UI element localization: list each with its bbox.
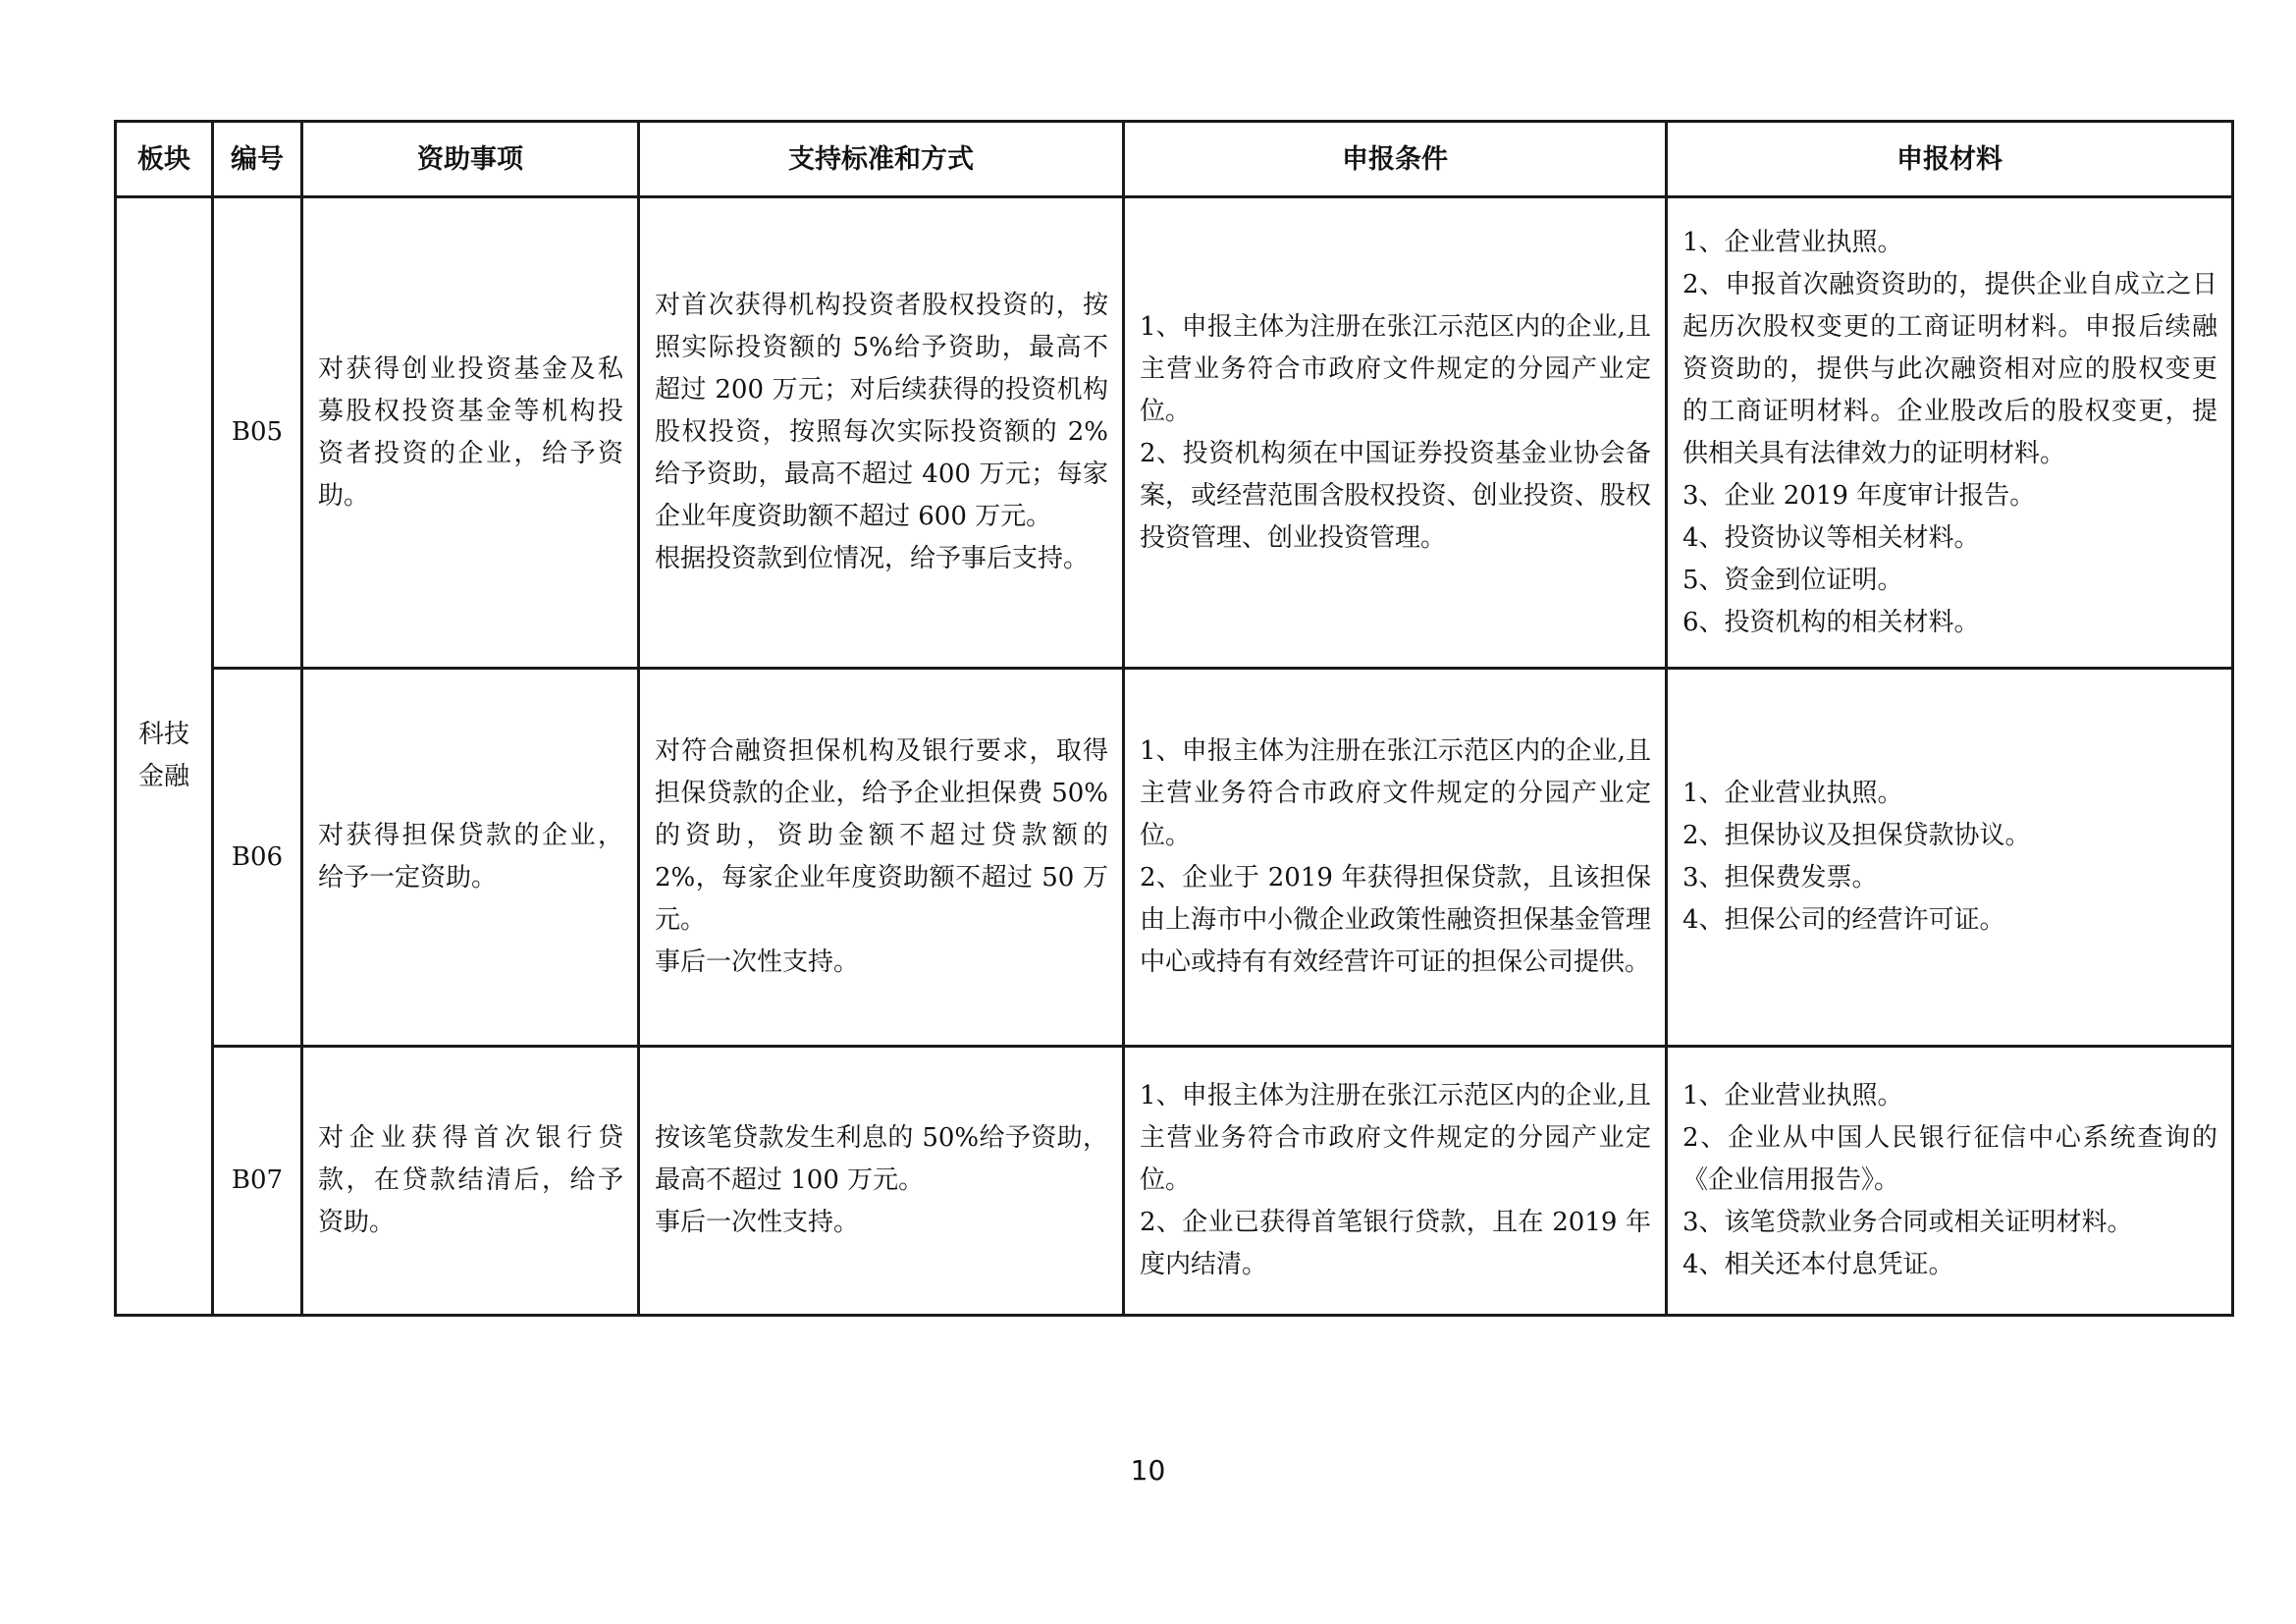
code-cell: B05	[213, 197, 302, 669]
header-item: 资助事项	[302, 122, 639, 197]
item-cell	[302, 1047, 639, 1316]
standard-paragraph: 根据投资款到位情况，给予事后支持。	[655, 544, 1090, 573]
condition-item: 1、申报主体为注册在张江示范区内的企业,且主营业务符合市政府文件规定的分园产业定位。	[1140, 311, 1651, 426]
condition-item: 1、申报主体为注册在张江示范区内的企业,且主营业务符合市政府文件规定的分园产业定位。	[1140, 1081, 1651, 1195]
material-item: 3、担保费发票。	[1682, 863, 1878, 893]
item-cell	[302, 669, 639, 1047]
standard-cell	[639, 669, 1124, 1047]
header-conditions: 申报条件	[1124, 122, 1667, 197]
materials-cell	[1667, 197, 2233, 669]
section-name: 科技 金融	[137, 720, 189, 791]
standard-cell	[639, 1047, 1124, 1316]
standard-paragraph: 事后一次性支持。	[655, 1208, 860, 1237]
header-standard: 支持标准和方式	[639, 122, 1124, 197]
standard-paragraph: 对符合融资担保机构及银行要求，取得担保贷款的企业，给予企业担保费 50%的资助，资助金额不超过贷款额的 2%，每家企业年度资助额不超过 50 万元。	[655, 736, 1108, 935]
conditions-cell	[1124, 669, 1667, 1047]
material-item: 4、相关还本付息凭证。	[1682, 1250, 1954, 1279]
material-item: 2、申报首次融资资助的，提供企业自成立之日起历次股权变更的工商证明材料。申报后续融资资助的，提供与此次融资相对应的股权变更的工商证明材料。企业股改后的股权变更，提供相关具有法律效力的证明材料。	[1682, 269, 2217, 468]
standard-paragraph: 按该笔贷款发生利息的 50%给予资助，最高不超过 100 万元。	[655, 1123, 1108, 1195]
section-cell	[116, 197, 213, 1316]
material-item: 2、担保协议及担保贷款协议。	[1682, 821, 2031, 850]
condition-item: 1、申报主体为注册在张江示范区内的企业,且主营业务符合市政府文件规定的分园产业定位。	[1140, 736, 1651, 850]
material-item: 1、企业营业执照。	[1682, 1081, 1903, 1110]
header-code: 编号	[213, 122, 302, 197]
header-materials: 申报材料	[1667, 122, 2233, 197]
item-text: 对获得担保贷款的企业，给予一定资助。	[318, 821, 623, 893]
material-item: 1、企业营业执照。	[1682, 779, 1903, 808]
support-policy-table	[114, 120, 2234, 1317]
condition-item: 2、企业已获得首笔银行贷款，且在 2019 年度内结清。	[1140, 1208, 1651, 1279]
material-item: 5、资金到位证明。	[1682, 565, 1903, 595]
table-header-row	[116, 122, 2233, 197]
conditions-cell	[1124, 197, 1667, 669]
code-cell: B07	[213, 1047, 302, 1316]
material-item: 3、企业 2019 年度审计报告。	[1682, 480, 2036, 511]
page-number: 10	[1130, 1454, 1166, 1487]
standard-paragraph: 事后一次性支持。	[655, 947, 860, 977]
condition-item: 2、投资机构须在中国证券投资基金业协会备案，或经营范围含股权投资、创业投资、股权投资管理、创业投资管理。	[1140, 438, 1651, 553]
material-item: 4、投资协议等相关材料。	[1682, 522, 1980, 553]
condition-item: 2、企业于 2019 年获得担保贷款，且该担保由上海市中小微企业政策性融资担保基金管理中心或持有有效经营许可证的担保公司提供。	[1140, 863, 1651, 977]
item-text: 对获得创业投资基金及私募股权投资基金等机构投资者投资的企业，给予资助。	[318, 353, 623, 511]
materials-cell	[1667, 669, 2233, 1047]
code-cell: B06	[213, 669, 302, 1047]
material-item: 2、企业从中国人民银行征信中心系统查询的《企业信用报告》。	[1682, 1123, 2217, 1195]
table-row	[116, 669, 2233, 1047]
standard-cell	[639, 197, 1124, 669]
material-item: 3、该笔贷款业务合同或相关证明材料。	[1682, 1208, 2133, 1237]
conditions-cell	[1124, 1047, 1667, 1316]
material-item: 6、投资机构的相关材料。	[1682, 607, 1980, 637]
item-cell	[302, 197, 639, 669]
table-row	[116, 1047, 2233, 1316]
materials-cell	[1667, 1047, 2233, 1316]
header-section: 板块	[116, 122, 213, 197]
table-row	[116, 197, 2233, 669]
item-text: 对企业获得首次银行贷款，在贷款结清后，给予资助。	[318, 1123, 623, 1237]
standard-paragraph: 对首次获得机构投资者股权投资的，按照实际投资额的 5%给予资助，最高不超过 200 万元；对后续获得的投资机构股权投资，按照每次实际投资额的 2%给予资助，最高不超过 400 万元；每家企业年度资助额不超过 600 万元。	[655, 291, 1108, 531]
material-item: 1、企业营业执照。	[1682, 227, 1903, 257]
material-item: 4、担保公司的经营许可证。	[1682, 905, 2005, 935]
